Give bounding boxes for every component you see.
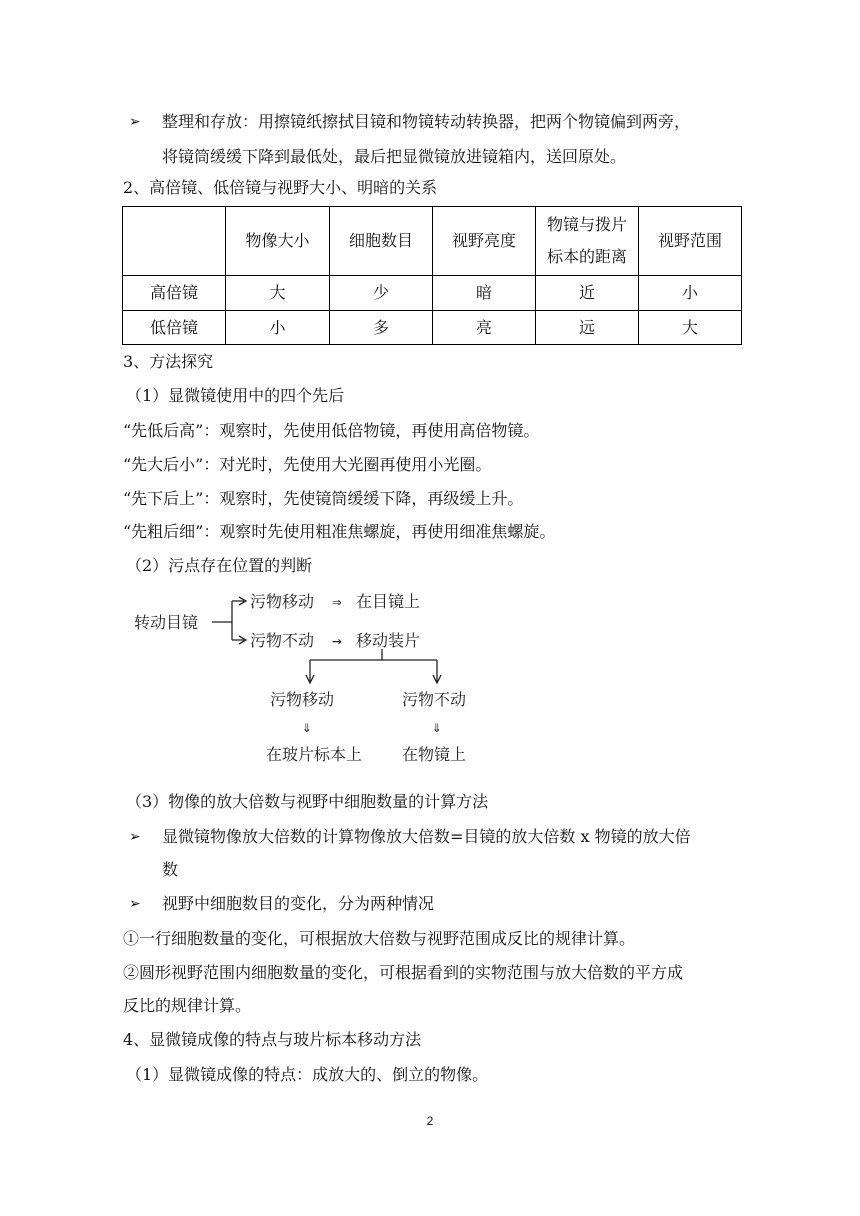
table-cell: 近: [536, 276, 639, 311]
case-1-text: ①一行细胞数量的变化，可根据放大倍数与视野范围成反比的规律计算。: [123, 929, 636, 948]
bullet-arrow: ➢: [129, 114, 141, 130]
diagram-branch-1: 污物移动: [250, 592, 315, 611]
rule-item: “先低后高”：观察时，先使用低倍物镜，再使用高倍物镜。: [123, 421, 540, 440]
table-header-line: 物镜与拨片: [546, 215, 627, 234]
table-header-cell: 细胞数目: [330, 207, 433, 276]
subsection-2-heading: （2）污点存在位置的判断: [126, 556, 313, 575]
section-4-sub-1: （1）显微镜成像的特点：成放大的、倒立的物像。: [126, 1065, 489, 1084]
subsection-3-heading: （3）物像的放大倍数与视野中细胞数量的计算方法: [126, 792, 489, 811]
table-header-cell: 视野亮度: [433, 207, 536, 276]
table-cell: 低倍镜: [123, 311, 226, 345]
arrow-right-icon: →: [332, 631, 342, 650]
table-cell: 少: [330, 276, 433, 311]
rule-item: “先粗后细”：观察时先使用粗准焦螺旋，再使用细准焦螺旋。: [123, 522, 556, 541]
rule-item: “先大后小”：对光时，先使用大光圈再使用小光圈。: [123, 455, 492, 474]
table-header-row: [123, 207, 742, 276]
diagram-root: 转动目镜: [134, 613, 199, 632]
table-row: [123, 311, 742, 345]
section-4-heading: 4、显微镜成像的特点与玻片标本移动方法: [123, 1030, 422, 1049]
down-arrow-icon: ⇓: [432, 717, 442, 736]
table-header-cell: [536, 207, 639, 276]
table-cell: 多: [330, 311, 433, 345]
double-arrow-icon: ⇒: [332, 592, 342, 611]
cell-count-heading: 视野中细胞数目的变化，分为两种情况: [162, 894, 435, 913]
table-cell: 亮: [433, 311, 536, 345]
table-cell: 大: [639, 311, 742, 345]
diagram-action: 移动装片: [356, 631, 421, 650]
table-cell: 大: [226, 276, 330, 311]
subsection-1-heading: （1）显微镜使用中的四个先后: [126, 386, 345, 405]
section-2-heading: 2、高倍镜、低倍镜与视野大小、明暗的关系: [123, 178, 438, 197]
bullet-arrow: ➢: [129, 896, 141, 912]
table-header-line: 标本的距离: [546, 247, 627, 266]
bullet-arrow: ➢: [129, 829, 141, 845]
table-cell: 高倍镜: [123, 276, 226, 311]
case-2-text-line-2: 反比的规律计算。: [123, 996, 252, 1015]
magnification-formula-line-2: 数: [162, 860, 179, 879]
contamination-flow-diagram: [120, 584, 500, 770]
diagram-right-case: 污物不动: [402, 690, 467, 709]
page-number: 2: [426, 1114, 434, 1128]
table-cell: 小: [639, 276, 742, 311]
magnification-table: [122, 206, 742, 345]
table-header-cell: 视野范围: [639, 207, 742, 276]
storage-text-line-1: 整理和存放：用擦镜纸擦拭目镜和物镜转动转换器，把两个物镜偏到两旁，: [162, 112, 691, 131]
table-cell: 远: [536, 311, 639, 345]
table-header-cell: [123, 207, 226, 276]
magnification-formula-line-1: 显微镜物像放大倍数的计算物像放大倍数=目镜的放大倍数 x 物镜的放大倍: [162, 827, 691, 846]
table-cell: 暗: [433, 276, 536, 311]
table-row: [123, 276, 742, 311]
diagram-branch-2: 污物不动: [250, 631, 315, 650]
diagram-left-case: 污物移动: [270, 690, 335, 709]
table-header-cell: 物像大小: [226, 207, 330, 276]
storage-text-line-2: 将镜筒缓缓下降到最低处，最后把显微镜放进镜箱内，送回原处。: [162, 147, 627, 166]
rule-item: “先下后上”：观察时，先使镜筒缓缓下降，再级缓上升。: [123, 489, 524, 508]
diagram-right-result: 在物镜上: [402, 745, 467, 764]
down-arrow-icon: ⇓: [302, 717, 312, 736]
case-2-text-line-1: ②圆形视野范围内细胞数量的变化，可根据看到的实物范围与放大倍数的平方成: [123, 963, 684, 982]
table-cell: 小: [226, 311, 330, 345]
section-3-heading: 3、方法探究: [123, 352, 214, 371]
diagram-left-result: 在玻片标本上: [266, 745, 363, 764]
diagram-result-1: 在目镜上: [356, 592, 421, 611]
